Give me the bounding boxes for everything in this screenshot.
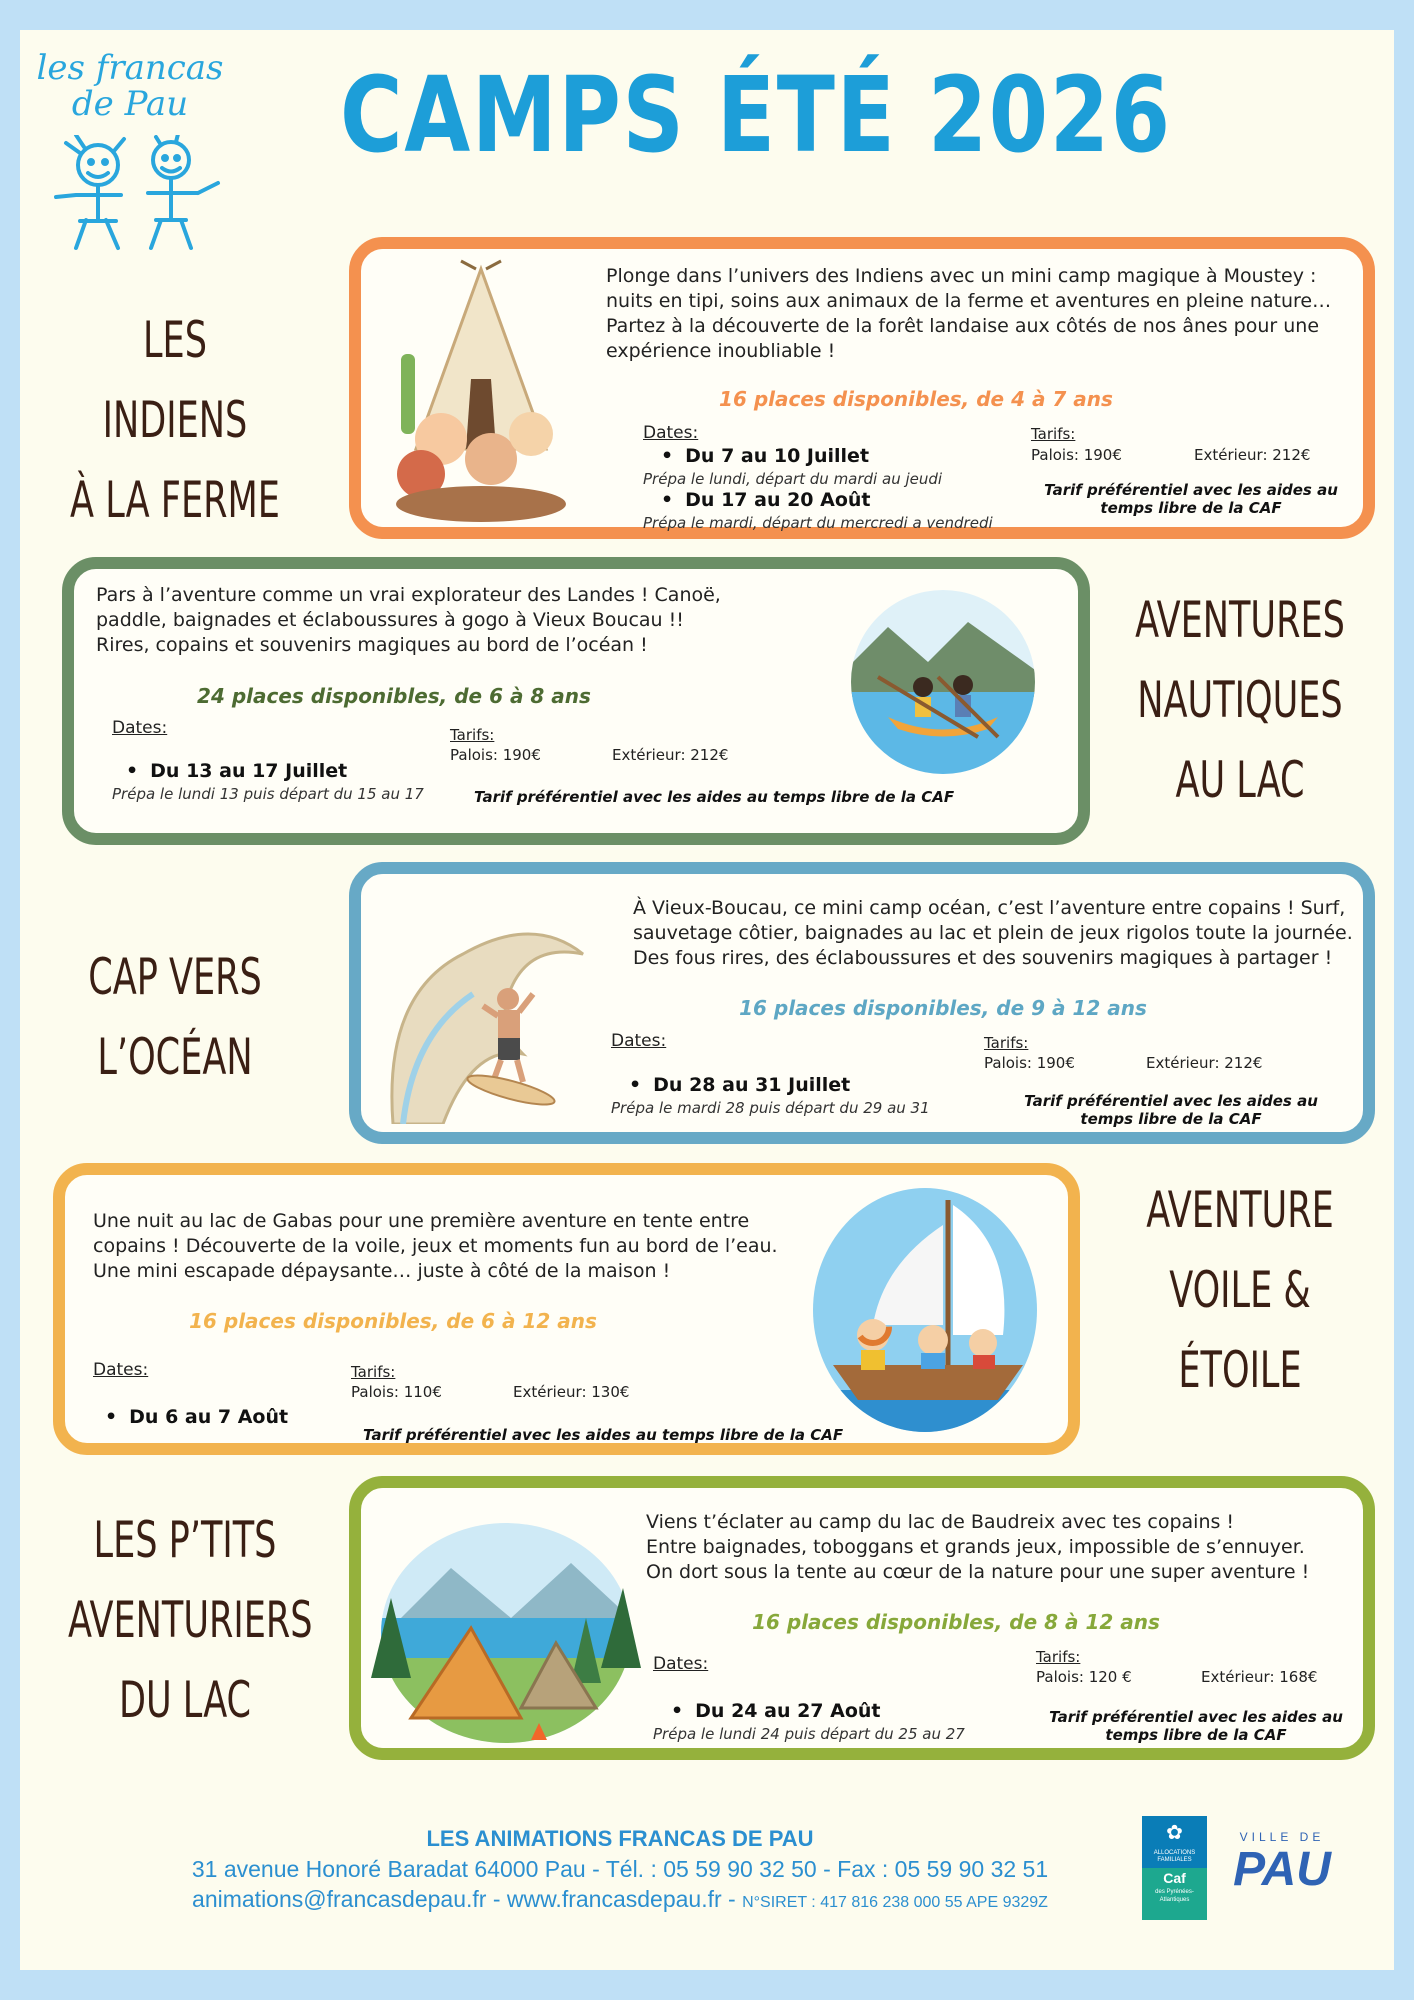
camp-title-line: ÉTOILE [1178,1341,1302,1399]
camp-title-line: L’OCÉAN [97,1028,253,1086]
dates-label: Dates: [653,1654,709,1674]
date-note: Prépa le lundi, départ du mardi au jeudi [643,470,943,488]
date-item: • Du 7 au 10 Juillet [661,445,869,467]
logo-line-1: les francas [36,48,224,88]
footer [120,1824,1120,1918]
caf-note: Tarif préférentiel avec les aides au temps libre de la CAF [1044,481,1338,517]
camp-title-indiens [66,300,284,540]
tarifs-label: Tarifs: [984,1034,1029,1052]
camp-title-line: NAUTIQUES [1137,671,1343,729]
camp-title-line: CAP VERS [88,948,262,1006]
caf-note: Tarif préférentiel avec les aides au temps libre de la CAF [363,1426,844,1444]
camp-title-line: AVENTURES [1135,591,1345,649]
camp-card-ocean [349,862,1375,1144]
camp-title-ocean [66,937,284,1097]
caf-line: Atlantiques [1159,1897,1190,1903]
camp-title-line: AVENTURIERS [68,1591,313,1649]
date-item: • Du 6 au 7 Août [105,1406,288,1428]
date-item: • Du 28 au 31 Juillet [629,1074,850,1096]
places-available: 16 places disponibles, de 6 à 12 ans [189,1309,597,1333]
camp-description: Pars à l’aventure comme un vrai explorateur des Landes ! Canoë, paddle, baignades et éclaboussures à gogo à Vieux Boucau !! Rires, copains et souvenirs magiques au bord de l’océan ! [96,584,721,656]
price-palois: Palois: 190€ [984,1054,1075,1072]
caf-line: FAMILIALES [1157,1857,1192,1863]
price-palois: Palois: 110€ [351,1383,442,1401]
date-item: • Du 24 au 27 Août [671,1700,881,1722]
date-note: Prépa le lundi 24 puis départ du 25 au 27 [653,1725,965,1743]
ville-de-label: VILLE DE [1239,1830,1325,1844]
caf-line: ALLOCATIONS [1153,1850,1196,1856]
footer-contact[interactable]: animations@francasdepau.fr - www.francasdepau.fr - [192,1886,743,1912]
sailboat-illustration-icon [813,1185,1043,1435]
camp-title-line: AVENTURE [1146,1181,1334,1239]
camp-title-ptits [68,1500,313,1740]
canoe-illustration-icon [848,587,1038,777]
date-note: Prépa le mardi, départ du mercredi a vendredi [643,514,993,532]
camp-title-voile [1123,1170,1357,1410]
price-exterieur: Extérieur: 130€ [513,1383,630,1401]
francas-logo [30,50,230,122]
kids-drawing-icon [36,135,226,260]
date-item: • Du 17 au 20 Août [661,489,871,511]
dates-label: Dates: [611,1031,667,1051]
page-title: CAMPS ÉTÉ 2026 [340,54,1172,176]
places-available: 24 places disponibles, de 6 à 8 ans [197,684,591,708]
camp-title-line: DU LAC [118,1671,252,1729]
camp-title-line: LES P’TITS [93,1511,277,1569]
price-palois: Palois: 120 € [1036,1668,1132,1686]
camp-description: Viens t’éclater au camp du lac de Baudreix avec tes copains ! Entre baignades, toboggans et grands jeux, impossible de s’ennuyer. On dort sous la tente au cœur de la nature pour une super aventure ! [646,1511,1310,1583]
date-note: Prépa le mardi 28 puis départ du 29 au 31 [611,1099,930,1117]
footer-org: LES ANIMATIONS FRANCAS DE PAU [426,1826,814,1851]
footer-siret: N°SIRET : 417 816 238 000 55 APE 9329Z [742,1894,1048,1911]
caf-note: Tarif préférentiel avec les aides au temps libre de la CAF [474,788,955,806]
price-exterieur: Extérieur: 212€ [1146,1054,1263,1072]
footer-address: 31 avenue Honoré Baradat 64000 Pau - Tél. : 05 59 90 32 50 - Fax : 05 59 90 32 51 [191,1856,1049,1882]
places-available: 16 places disponibles, de 9 à 12 ans [739,996,1147,1020]
camp-description: À Vieux-Boucau, ce mini camp océan, c’est l’aventure entre copains ! Surf, sauvetage côtier, baignades au lac et plein de jeux rigolos toute la journée. Des fous rires, des éclaboussures et des souvenirs magiques à partager ! [633,897,1353,969]
caf-line: Caf [1163,1870,1186,1886]
caf-line: des Pyrénées- [1155,1889,1194,1895]
caf-emblem-icon: ✿ [1166,1822,1183,1844]
caf-note: Tarif préférentiel avec les aides au temps libre de la CAF [1024,1092,1318,1128]
tarifs-label: Tarifs: [450,726,495,744]
price-palois: Palois: 190€ [450,746,541,764]
camping-illustration-icon [371,1518,641,1748]
date-note: Prépa le lundi 13 puis départ du 15 au 17 [112,785,424,803]
dates-label: Dates: [93,1360,149,1380]
camp-card-ptits [349,1476,1375,1760]
caf-note: Tarif préférentiel avec les aides au temps libre de la CAF [1049,1708,1343,1744]
places-available: 16 places disponibles, de 8 à 12 ans [752,1610,1160,1634]
places-available: 16 places disponibles, de 4 à 7 ans [719,387,1113,411]
price-exterieur: Extérieur: 212€ [612,746,729,764]
camp-title-line: AU LAC [1175,751,1305,809]
logo-line-2: de Pau [71,84,189,124]
tipi-illustration-icon [381,259,581,529]
dates-label: Dates: [112,718,168,738]
camp-title-line: À LA FERME [70,471,280,529]
ville-de-pau-logo [1222,1830,1342,1896]
camp-title-nautiques [1123,580,1357,820]
surfer-wave-illustration-icon [383,914,613,1124]
pau-label: PAU [1233,1843,1331,1896]
price-palois: Palois: 190€ [1031,446,1122,464]
camp-title-line: VOILE & [1169,1261,1311,1319]
camp-description: Une nuit au lac de Gabas pour une première aventure en tente entre copains ! Découverte de la voile, jeux et moments fun au bord de l’eau. Une mini escapade dépaysante… juste à côté de la maison ! [93,1210,778,1282]
camp-description: Plonge dans l’univers des Indiens avec un mini camp magique à Moustey : nuits en tipi, soins aux animaux de la ferme et aventures en pleine nature… Partez à la découverte de la forêt landaise aux côtés de nos ânes pour une expérience inoubliable ! [606,265,1332,362]
tarifs-label: Tarifs: [351,1363,396,1381]
camp-title-line: LES INDIENS [102,311,248,449]
tarifs-label: Tarifs: [1031,425,1076,443]
date-item: • Du 13 au 17 Juillet [126,760,347,782]
camp-card-nautiques [62,557,1090,845]
price-exterieur: Extérieur: 212€ [1194,446,1311,464]
dates-label: Dates: [643,423,699,443]
tarifs-label: Tarifs: [1036,1648,1081,1666]
camp-card-voile [53,1163,1080,1455]
price-exterieur: Extérieur: 168€ [1201,1668,1318,1686]
camp-card-indiens [349,237,1375,539]
caf-logo [1142,1816,1207,1920]
